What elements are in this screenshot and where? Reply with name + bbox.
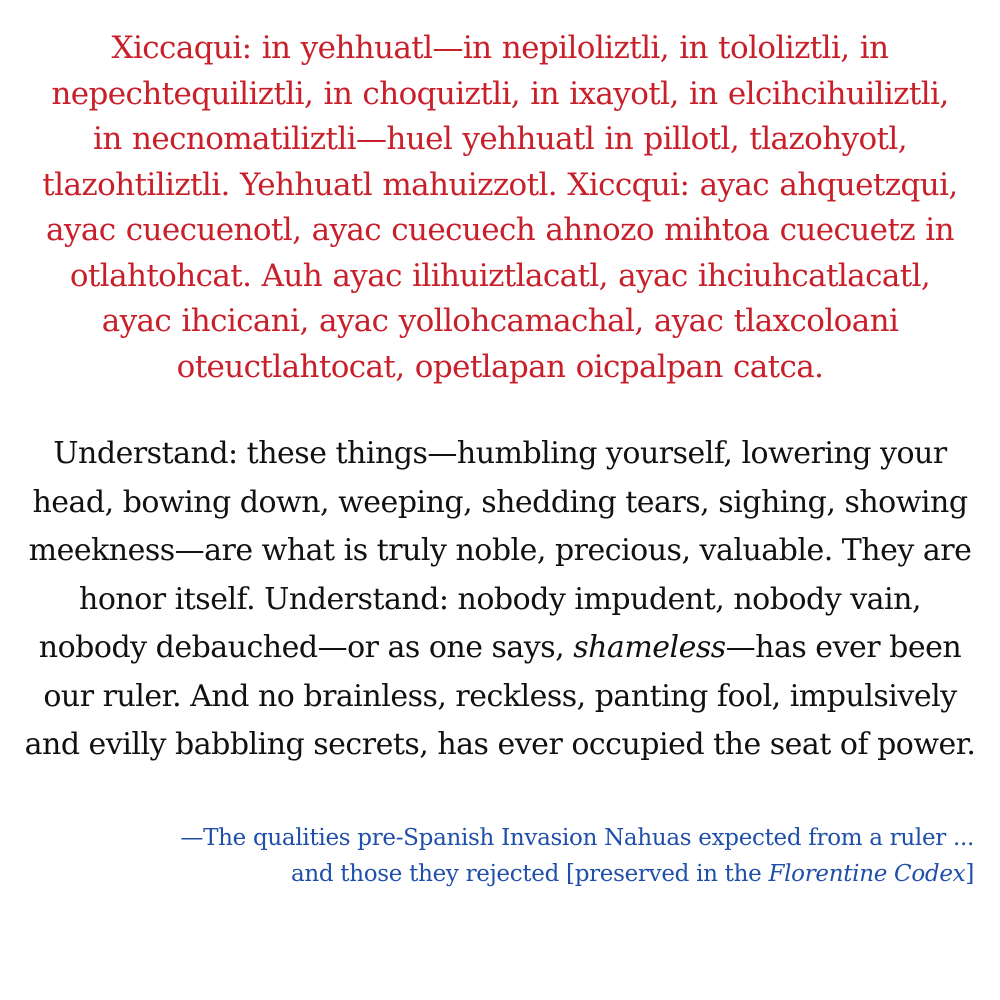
nahuatl-line: ayac cuecuenotl, ayac cuecuech ahnozo mihtoa cuecuetz in: [46, 212, 954, 248]
english-line: [18, 624, 982, 673]
nahuatl-line: in necnomatiliztli—huel yehhuatl in pillotl, tlazohyotl,: [93, 121, 907, 157]
english-line: and evilly babbling secrets, has ever occupied the seat of power.: [24, 727, 976, 762]
nahuatl-line: Xiccaqui: in yehhuatl—in nepiloliztli, in tololiztli, in: [111, 30, 889, 66]
nahuatl-line: oteuctlahtocat, opetlapan oicpalpan catca.: [176, 348, 824, 385]
nahuatl-line: tlazohtiliztli. Yehhuatl mahuizzotl. Xiccqui: ayac ahquetzqui,: [42, 166, 958, 203]
nahuatl-line: otlahtohcat. Auh ayac ilihuiztlacatl, ayac ihciuhcatlacatl,: [69, 257, 931, 294]
english-line: our ruler. And no brainless, reckless, panting fool, impulsively: [43, 678, 957, 714]
nahuatl-line: nepechtequiliztli, in choquiztli, in ixayotl, in elcihcihuiliztli,: [51, 75, 949, 112]
nahuatl-passage: [18, 26, 982, 390]
codex-title-italic: Florentine Codex: [768, 860, 966, 887]
english-line-text: —has ever been: [725, 630, 962, 665]
attribution-line: —The qualities pre-Spanish Invasion Nahuas expected from a ruler ...: [180, 824, 974, 851]
attribution-text: ]: [965, 860, 974, 887]
shameless-italic: shameless: [573, 630, 726, 665]
attribution-text: and those they rejected [preserved in the: [290, 860, 769, 887]
attribution: [18, 820, 974, 892]
english-line-text: nobody debauched—or as one says,: [38, 630, 574, 665]
english-line: meekness—are what is truly noble, precious, valuable. They are: [28, 533, 972, 568]
english-line: honor itself. Understand: nobody impudent, nobody vain,: [79, 581, 921, 617]
english-line: Understand: these things—humbling yourself, lowering your: [53, 436, 947, 471]
attribution-line: [18, 856, 974, 892]
nahuatl-line: ayac ihcicani, ayac yollohcamachal, ayac tlaxcoloani: [101, 303, 899, 339]
english-translation: [18, 430, 982, 770]
english-line: head, bowing down, weeping, shedding tears, sighing, showing: [32, 484, 968, 520]
